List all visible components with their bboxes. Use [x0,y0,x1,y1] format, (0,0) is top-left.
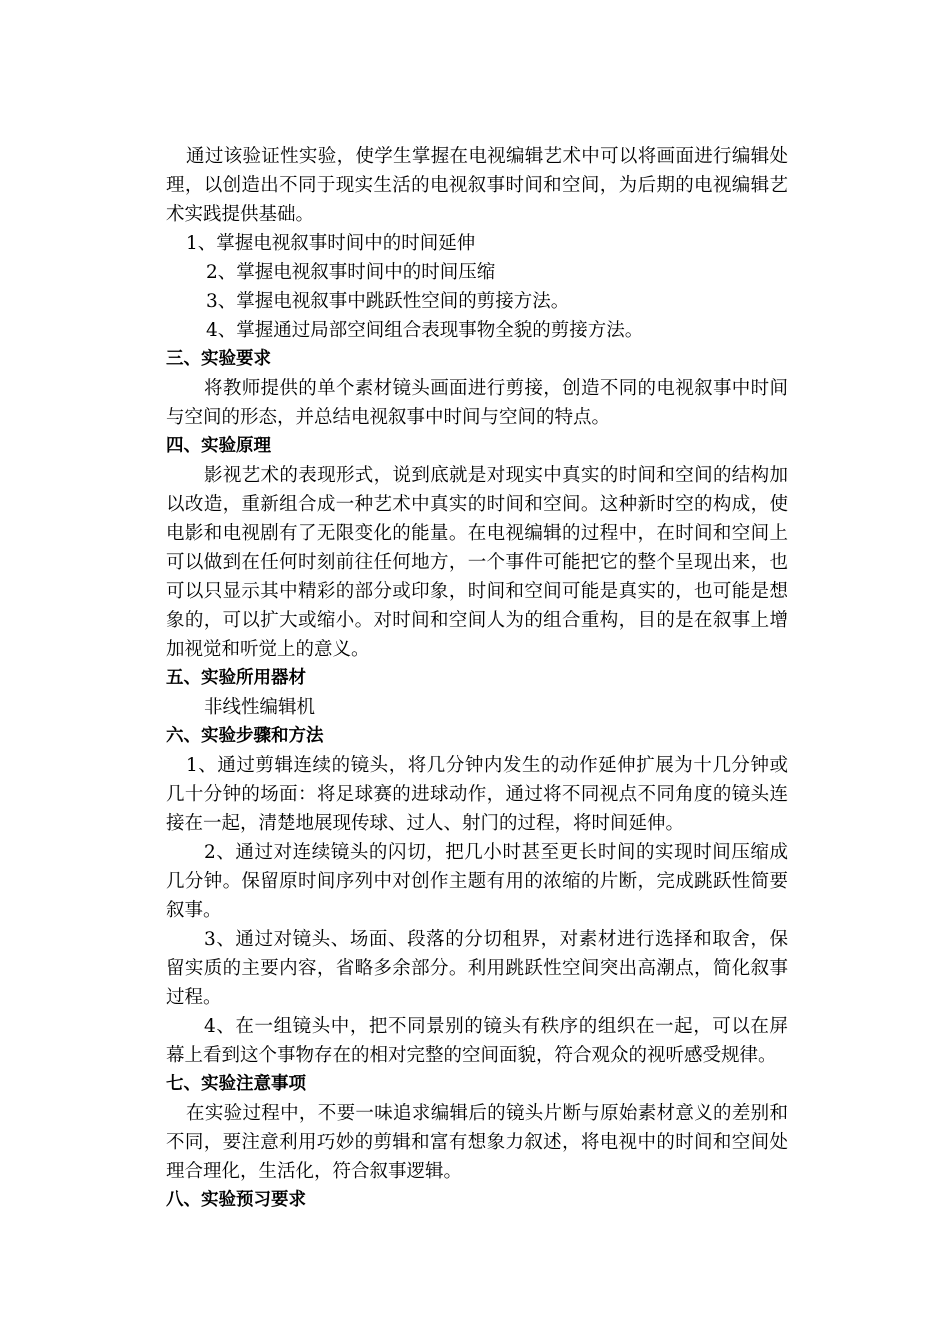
objective-item-1: 1、掌握电视叙事时间中的时间延伸 [186,233,476,254]
document-body [166,142,788,1215]
intro-paragraph: 通过该验证性实验，使学生掌握在电视编辑艺术中可以将画面进行编辑处理，以创造出不同于现实生活的电视叙事时间和空间，为后期的电视编辑艺术实践提供基础。 [166,146,788,225]
section-heading-principle: 四、实验原理 [166,436,271,456]
notes-paragraph: 在实验过程中，不要一味追求编辑后的镜头片断与原始素材意义的差别和不同，要注意利用巧妙的剪辑和富有想象力叙述，将电视中的时间和空间处理合理化，生活化，符合叙事逻辑。 [166,1103,788,1182]
step-item-4: 4、在一组镜头中，把不同景别的镜头有秩序的组织在一起，可以在屏幕上看到这个事物存在的相对完整的空间面貌，符合观众的视听感受规律。 [166,1016,788,1066]
objective-item-3: 3、掌握电视叙事中跳跃性空间的剪接方法。 [206,291,570,312]
step-item-3: 3、通过对镜头、场面、段落的分切租界，对素材进行选择和取舍，保留实质的主要内容，省略多余部分。利用跳跃性空间突出高潮点，简化叙事过程。 [166,929,788,1008]
section-heading-steps: 六、实验步骤和方法 [166,726,324,746]
section-heading-requirements: 三、实验要求 [166,349,271,369]
step-item-2: 2、通过对连续镜头的闪切，把几小时甚至更长时间的实现时间压缩成几分钟。保留原时间序列中对创作主题有用的浓缩的片断，完成跳跃性简要叙事。 [166,842,788,921]
step-item-1: 1、通过剪辑连续的镜头，将几分钟内发生的动作延伸扩展为十几分钟或几十分钟的场面：将足球赛的进球动作，通过将不同视点不同角度的镜头连接在一起，清楚地展现传球、过人、射门的过程，将时间延伸。 [166,755,788,834]
equipment-paragraph: 非线性编辑机 [204,697,316,718]
section-heading-notes: 七、实验注意事项 [166,1074,306,1094]
principle-paragraph: 影视艺术的表现形式，说到底就是对现实中真实的时间和空间的结构加以改造，重新组合成一种艺术中真实的时间和空间。这种新时空的构成，使电影和电视剧有了无限变化的能量。在电视编辑的过程中，在时间和空间上可以做到在任何时刻前往任何地方，一个事件可能把它的整个呈现出来，也可以只显示其中精彩的部分或印象，时间和空间可能是真实的，也可能是想象的，可以扩大或缩小。对时间和空间人为的组合重构，目的是在叙事上增加视觉和听觉上的意义。 [166,465,788,660]
objective-item-4: 4、掌握通过局部空间组合表现事物全貌的剪接方法。 [206,320,644,341]
section-heading-preview: 八、实验预习要求 [166,1190,306,1210]
objective-item-2: 2、掌握电视叙事时间中的时间压缩 [206,262,496,283]
requirements-paragraph: 将教师提供的单个素材镜头画面进行剪接，创造不同的电视叙事中时间与空间的形态，并总结电视叙事中时间与空间的特点。 [166,378,788,428]
section-heading-equipment: 五、实验所用器材 [166,668,306,688]
